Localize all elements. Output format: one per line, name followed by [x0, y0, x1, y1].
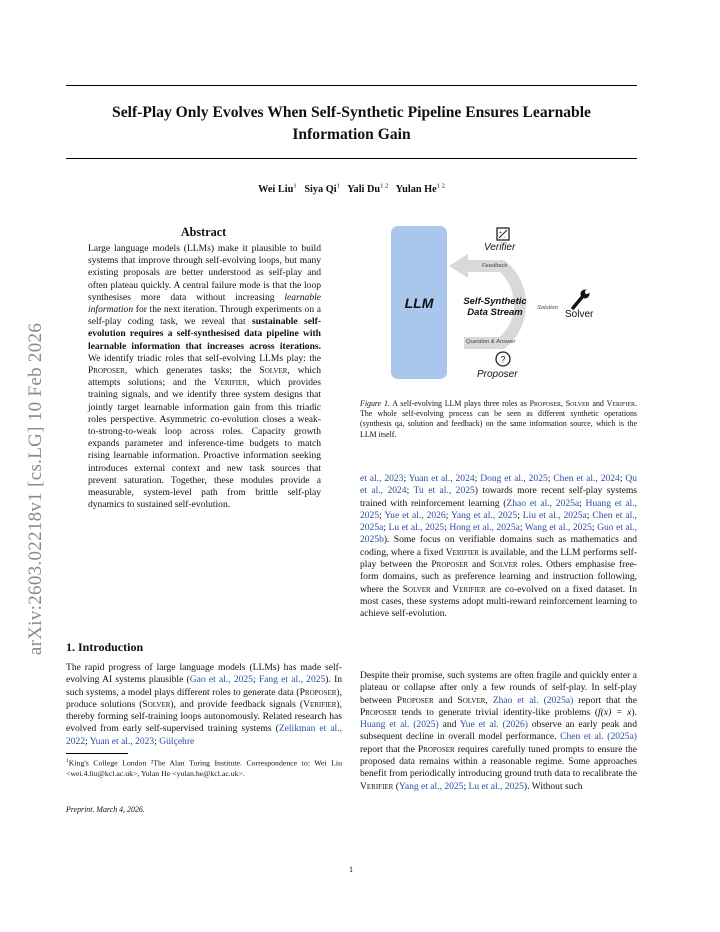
proposer-label: Proposer — [477, 369, 518, 380]
citation-link[interactable]: Qu et al., 2024 — [360, 473, 638, 497]
citation-link[interactable]: Zelikman et al., 2022 — [66, 723, 342, 747]
stream-label: Self-Synthetic Data Stream — [463, 296, 527, 318]
qa-label: Question & Answer — [466, 339, 516, 345]
citation-link[interactable]: Guo et al., 2025b — [360, 522, 638, 546]
verifier-icon — [497, 228, 509, 241]
page-number: 1 — [348, 864, 354, 874]
section-heading: 1. Introduction — [66, 640, 144, 654]
citation-link[interactable]: Tu et al., 2025 — [413, 485, 475, 497]
proposer-icon — [496, 352, 510, 366]
citation-link[interactable]: Yuan et al., 2023 — [89, 735, 155, 747]
citation-link[interactable]: Wang et al., 2025 — [524, 522, 592, 534]
citation-link[interactable]: Lu et al., 2025 — [388, 522, 445, 534]
citation-link[interactable]: Huang et al., 2025 — [360, 497, 637, 521]
footnote-rule — [66, 753, 128, 754]
citation-link[interactable]: Chen et al., 2025a — [360, 509, 638, 534]
feedback-label: Feedback — [482, 263, 508, 269]
preprint-date: Preprint. March 4, 2026. — [66, 805, 145, 814]
citation-link[interactable]: Gao et al., 2025 — [189, 674, 253, 686]
citation-link[interactable]: Yang et al., 2025 — [398, 780, 464, 792]
citation-link[interactable]: Fang et al., 2025 — [258, 674, 326, 686]
citation-link[interactable]: Chen et al. (2025a) — [560, 731, 637, 743]
author: Yali $Du^{1 2}$ — [347, 183, 389, 196]
solver-label: Solver — [565, 309, 594, 320]
title-bottom-rule — [66, 158, 637, 159]
citation-link[interactable]: Zhao et al. (2025a) — [492, 694, 574, 706]
solution-label: Solution — [537, 305, 558, 311]
citation-link[interactable]: Dong et al., 2025 — [480, 473, 548, 484]
wrench-icon — [573, 290, 590, 309]
citation-link[interactable]: Yang et al., 2025 — [450, 509, 518, 521]
abstract-heading: Abstract — [180, 225, 227, 239]
arxiv-sidebar — [6, 322, 66, 656]
author-list — [66, 183, 637, 195]
citation-link[interactable]: et al., 2023 — [360, 473, 404, 484]
citation-link[interactable]: Huang et al. (2025) — [360, 719, 439, 731]
svg-text:?: ? — [500, 354, 506, 365]
intro-left-column: The rapid progress of large language models (LLMs) has made self-evolving AI systems plausible (Gao et al., 2025; Fang et al., 2025). In such systems, a model plays different roles to generate data (Proposer), produce solutions (Solver), and provide feedback signals (Verifier), thereby forming self-training loops autonomously. Related research has evolved from early self-supervised training systems (Zelikman et al., 2022; Yuan et al., 2023; Gülçehre — [66, 662, 343, 747]
citation-link[interactable]: Yue et al. (2026) — [459, 719, 528, 731]
llm-label: LLM — [404, 295, 434, 311]
citation-link[interactable]: Hong et al., 2025a — [449, 522, 520, 534]
abstract-body: Large language models (LLMs) make it plausible to build systems that improve through self-evolving loops, but many existing proposals are better understood as self-play and often plateau quickly. A central failure mode is that the loop synthesises more data without increasing learnable information for the next iteration. Through experiments on a self-play coding task, we reveal that sustainable self-evolution requires a self-synthesised data pipeline with learnable information that increases across iterations. We identify triadic roles that self-evolving LLMs play: the Proposer, which generates tasks; the Solver, which attempts solutions; and the Verifier, which provides training signals, and we identify three system designs that jointly target learnable information gain from this triadic roles perspective. Asymmetric co-evolution closes a weak-to-strong-to-weak loop across roles. Capacity growth expands parameter and inference-time budgets to match rising learnable information. Proactive information seeking introduces external context and new task sources that prevent saturation. Together, these modules provide a measurable, system-level path from brittle self-play dynamics to sustained self-evolution. — [88, 243, 322, 511]
author: Yulan $He^{1 2}$ — [395, 183, 445, 196]
title-top-rule — [66, 85, 637, 86]
citation-link[interactable]: Liu et al., 2025a — [522, 509, 587, 521]
author: Wei Liu$^1$ — [258, 183, 297, 196]
intro-right-column-p1: et al., 2023; Yuan et al., 2024; Dong et al., 2025; Chen et al., 2024; Qu et al., 2024; Tu et al., 2025) towards more recent self-play systems trained with reinforcement learning (Zhao et al., 2025a; Huang et al., 2025; Yue et al., 2026; Yang et al., 2025; Liu et al., 2025a; Chen et al., 2025a; Lu et al., 2025; Hong et al., 2025a; Wang et al., 2025; Guo et al., 2025b). Some focus on verifiable domains such as mathematics and coding, where a fixed Verifier is available, and the LLM performs self-play between the Proposer and Solver roles. Others emphasise free-form domains, such as preference learning and instruction following, where the Solver and Verifier are co-evolved on a fixed dataset. In most cases, these systems adopt multi-reward reinforcement learning to achieve self-evolution. — [360, 473, 638, 620]
citation-link[interactable]: Lu et al., 2025 — [468, 780, 524, 792]
citation-link[interactable]: Zhao et al., 2025a — [506, 497, 580, 509]
arxiv-id: arXiv:2603.02218v1 [cs.LG] 10 Feb 2026 — [25, 322, 46, 656]
author: Siya Qi$^1$ — [304, 183, 340, 196]
svg-text:-: - — [504, 235, 506, 241]
citation-link[interactable]: Gülçehre — [159, 735, 195, 747]
footnote: $^1$King's College London ²The Alan Turing Institute. Correspondence to: Wei Liu <wei.4.liu@kcl.ac.uk>, Yulan He <yulan.he@kcl.ac.uk>. — [66, 758, 342, 778]
paper-title: Self-Play Only Evolves When Self-Synthetic Pipeline Ensures Learnable Information Gain — [112, 104, 591, 143]
citation-link[interactable]: Yuan et al., 2024 — [408, 473, 475, 484]
figure-caption: Figure 1. A self-evolving LLM plays three roles as Proposer, Solver and Verifier. The whole self-evolving process can be seen as different synthetic operations (synthesis qa, solution and feedback) on the same information source, which is the LLM itself. — [360, 399, 637, 439]
citation-link[interactable]: Yue et al., 2026 — [384, 509, 446, 521]
arc-arrowhead — [449, 254, 468, 278]
intro-right-column-p2: Despite their promise, such systems are often fragile and quickly enter a plateau or collapse after only a few rounds of self-play. In self-play between Proposer and Solver, Zhao et al. (2025a) report that the Proposer tends to generate trivial identity-like problems (f(x) = x). Huang et al. (2025) and Yue et al. (2026) observe an early peak and subsequent decline in overall model performance. Chen et al. (2025a) report that the Proposer requires carefully tuned prompts to ensure the proposed data remains within a reasonable regime. Some approaches benefit from periodically introducing ground truth data to recalibrate the Verifier (Yang et al., 2025; Lu et al., 2025). Without such — [360, 670, 638, 792]
svg-text:+: + — [499, 230, 502, 236]
citation-link[interactable]: Chen et al., 2024 — [553, 473, 620, 484]
verifier-label: Verifier — [484, 242, 516, 253]
